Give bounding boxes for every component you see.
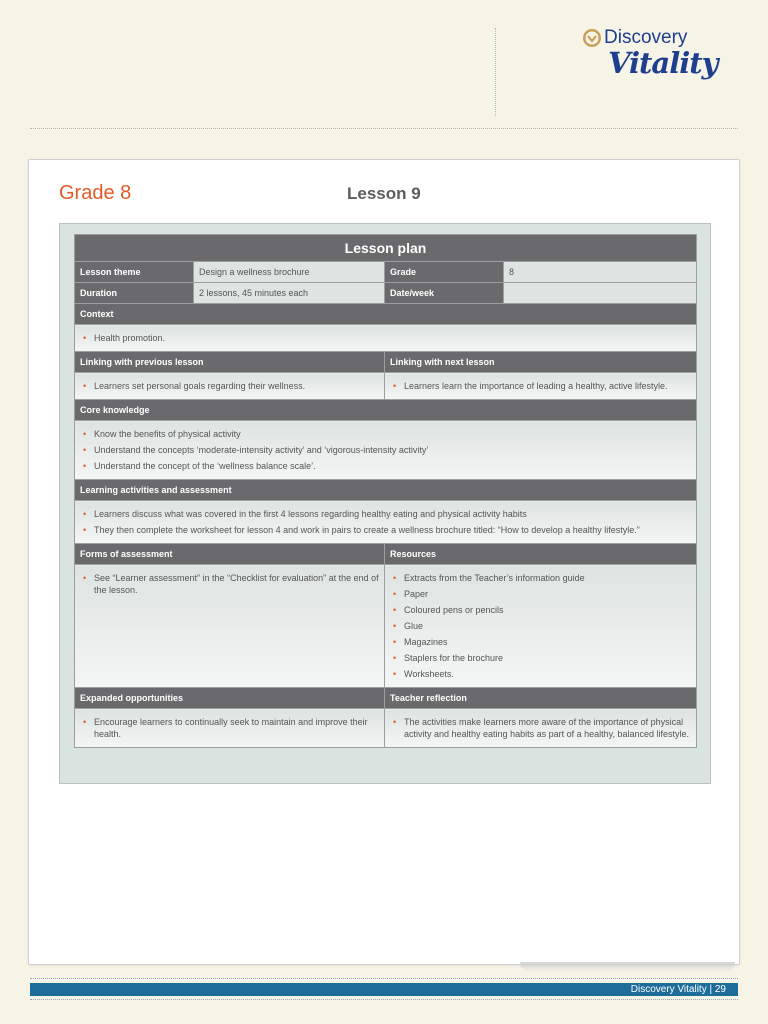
list-item: • Paper [390, 588, 691, 600]
list-item: • Learners set personal goals regarding their wellness. [80, 380, 379, 392]
footer-divider-bottom [30, 999, 738, 1000]
lesson-card [28, 159, 740, 965]
divider-line [495, 28, 496, 116]
teacher-reflection-body [385, 709, 697, 748]
footer-bar [30, 983, 738, 996]
lesson-theme-value: Design a wellness brochure [194, 262, 385, 283]
lesson-heading: Lesson 9 [347, 184, 421, 203]
page-curl-shadow [520, 962, 735, 972]
lesson-plan-panel [59, 223, 711, 784]
list-item: • Glue [390, 620, 691, 632]
list-item: • Extracts from the Teacher’s information guide [390, 572, 691, 584]
duration-label: Duration [75, 283, 194, 304]
header-divider [30, 128, 738, 129]
core-knowledge-heading: Core knowledge [75, 400, 697, 421]
discovery-vitality-logo [582, 26, 722, 106]
list-item: • Understand the concepts ‘moderate-intensity activity’ and ‘vigorous-intensity activity’ [80, 444, 691, 456]
resources-heading: Resources [385, 544, 697, 565]
list-item: • They then complete the worksheet for lesson 4 and work in pairs to create a wellness brochure titled: “How to develop a healthy lifestyle.” [80, 524, 691, 536]
list-item: • The activities make learners more aware of the importance of physical activity and healthy eating habits as part of a healthy, balanced lifestyle. [390, 716, 691, 740]
core-knowledge-body [75, 421, 697, 480]
expanded-opportunities-body [75, 709, 385, 748]
linking-previous-heading: Linking with previous lesson [75, 352, 385, 373]
logo-script-text: Vitality [608, 46, 718, 80]
list-item: • Understand the concept of the ‘wellness balance scale’. [80, 460, 691, 472]
teacher-reflection-heading: Teacher reflection [385, 688, 697, 709]
list-item: • Coloured pens or pencils [390, 604, 691, 616]
list-item: • Health promotion. [80, 332, 691, 344]
list-item: • Magazines [390, 636, 691, 648]
learning-activities-heading: Learning activities and assessment [75, 480, 697, 501]
list-item: • Learners learn the importance of leading a healthy, active lifestyle. [390, 380, 691, 392]
list-item: • Staplers for the brochure [390, 652, 691, 664]
linking-previous-body [75, 373, 385, 400]
forms-of-assessment-body [75, 565, 385, 688]
date-week-label: Date/week [385, 283, 504, 304]
lesson-theme-label: Lesson theme [75, 262, 194, 283]
expanded-opportunities-heading: Expanded opportunities [75, 688, 385, 709]
learning-activities-body [75, 501, 697, 544]
grade-value: 8 [504, 262, 697, 283]
linking-next-heading: Linking with next lesson [385, 352, 697, 373]
forms-of-assessment-heading: Forms of assessment [75, 544, 385, 565]
linking-next-body [385, 373, 697, 400]
footer-page-label: Discovery Vitality | 29 [630, 984, 726, 995]
resources-body [385, 565, 697, 688]
context-body [75, 325, 697, 352]
list-item: • Encourage learners to continually seek to maintain and improve their health. [80, 716, 379, 740]
list-item: • Know the benefits of physical activity [80, 428, 691, 440]
grade-heading: Grade 8 [59, 182, 132, 204]
list-item: • Learners discuss what was covered in the first 4 lessons regarding healthy eating and physical activity habits [80, 508, 691, 520]
list-item: • Worksheets. [390, 668, 691, 680]
date-week-value [504, 283, 697, 304]
duration-value: 2 lessons, 45 minutes each [194, 283, 385, 304]
lesson-plan-title: Lesson plan [75, 235, 697, 262]
lesson-plan-table [74, 234, 697, 748]
grade-label: Grade [385, 262, 504, 283]
discovery-logo-icon [582, 28, 602, 48]
logo-brand-text: Discovery [604, 27, 688, 48]
footer-divider [30, 978, 738, 979]
context-heading: Context [75, 304, 697, 325]
list-item: • See “Learner assessment” in the “Checklist for evaluation” at the end of the lesson. [80, 572, 379, 596]
